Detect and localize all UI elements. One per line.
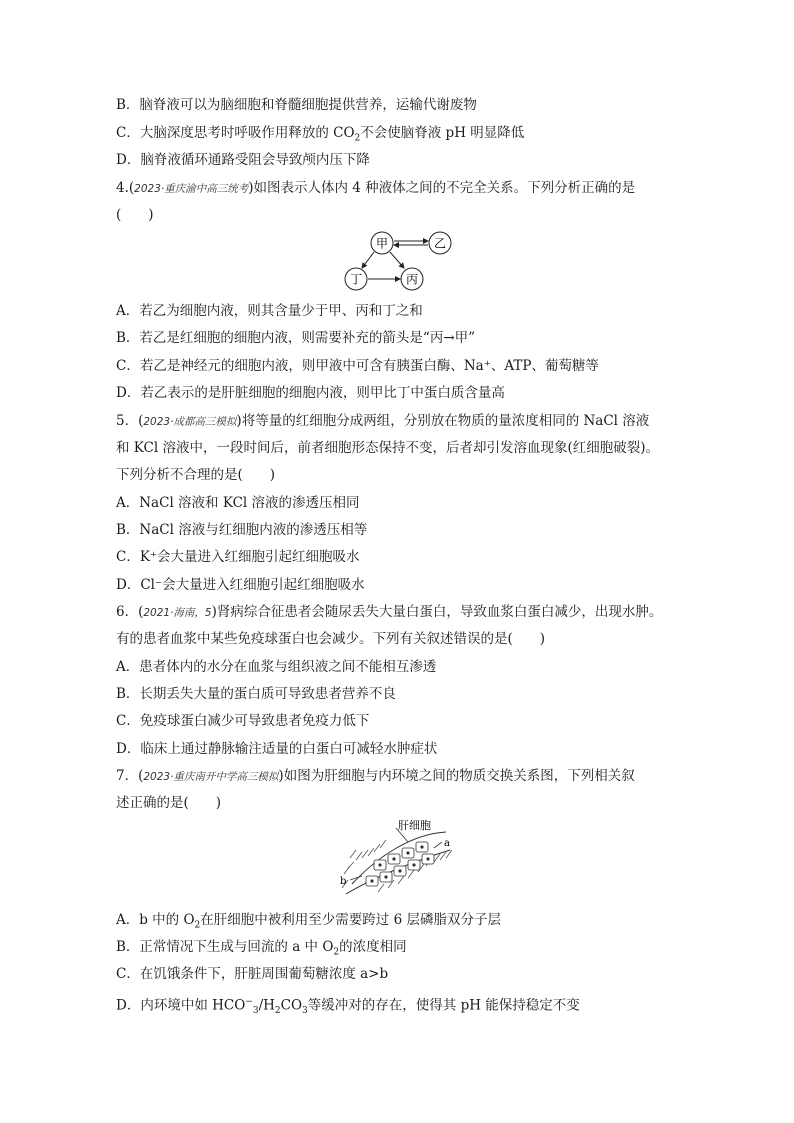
label-bing: 丙 [405,272,419,287]
q4-answer-paren: ( ) [116,207,154,223]
q4-option-b: B．若乙是红细胞的细胞内液，则需要补充的箭头是“丙→甲” [116,330,476,346]
q5-source: 2023·成都高三模拟 [143,416,237,428]
label-b: b [340,876,347,887]
q6-option-d: D．临床上通过静脉输注适量的白蛋白可减轻水肿症状 [116,741,438,757]
label-ding: 丁 [349,272,363,287]
q5-stem-line2: 和 KCl 溶液中，一段时间后，前者细胞形态保持不变，后者却引发溶血现象(红细胞破裂)。 [116,440,659,456]
q6-option-a: A．患者体内的水分在血浆与组织液之间不能相互渗透 [116,659,437,675]
q5-stem-line1: 5．(2023·成都高三模拟)将等量的红细胞分成两组，分别放在物质的量浓度相同的 NaCl 溶液 [116,413,650,429]
q4-option-d: D．若乙表示的是肝脏细胞的细胞内液，则甲比丁中蛋白质含量高 [116,385,505,401]
q7-source: 2023·重庆南开中学高三模拟 [143,771,279,783]
label-a: a [444,838,450,849]
q3-option-d: D．脑脊液循环通路受阻会导致颅内压下降 [116,152,370,168]
q7-option-d: D．内环境中如 $HCO^-_3/H_2CO_3$等缓冲对的存在，使得其 pH 能保持稳定不变 [116,997,580,1017]
q4-option-a: A．若乙为细胞内液，则其含量少于甲、丙和丁之和 [116,303,423,319]
q5-stem-line3: 下列分析不合理的是( ) [116,467,276,483]
q7-option-c: C．在饥饿条件下，肝脏周围葡萄糖浓度 a>b [116,966,389,982]
label-liver-cell: 肝细胞 [398,819,431,832]
q7-option-b: B．正常情况下生成与回流的 a 中 $O_2$的浓度相同 [116,939,407,958]
q5-option-a: A．NaCl 溶液和 KCl 溶液的渗透压相同 [116,495,360,511]
arrow-jia-to-ding [362,252,374,268]
q5-option-c: C．K⁺会大量进入红细胞引起红细胞吸水 [116,549,360,565]
q7-stem-line2: 述正确的是( ) [116,795,222,811]
q7-stem-line1: 7．(2023·重庆南开中学高三模拟)如图为肝细胞与内环境之间的物质交换关系图，下列相关叙 [116,768,635,784]
q7-liver-cell-diagram [338,818,460,898]
label-jia: 甲 [375,236,389,251]
q6-source: 2021·海南，5 [143,607,212,619]
q5-option-d: D．Cl⁻会大量进入红细胞引起红细胞吸水 [116,577,365,593]
q7-option-a: A．b 中的 $O_2$在肝细胞中被利用至少需要跨过 6 层磷脂双分子层 [116,912,501,931]
q4-option-c: C．若乙是神经元的细胞内液，则甲液中可含有胰蛋白酶、Na⁺、ATP、葡萄糖等 [116,358,599,374]
q6-stem-line1: 6．(2021·海南，5)肾病综合征患者会随尿丢失大量白蛋白，导致血浆白蛋白减少，出现水肿。 [116,604,663,620]
q4-source: 2023·重庆渝中高三统考 [134,183,249,195]
label-yi: 乙 [433,236,447,251]
q3-option-c: C．大脑深度思考时呼吸作用释放的 $CO_2$不会使脑脊液 pH 明显降低 [116,125,525,144]
q6-option-c: C．免疫球蛋白减少可导致患者免疫力低下 [116,713,370,729]
arrow-jia-to-bing [390,252,404,268]
label-leader-a [434,842,442,848]
q4-stem: 4.(2023·重庆渝中高三统考)如图表示人体内 4 种液体之间的不完全关系。下列分析正确的是 [116,180,636,196]
q5-option-b: B．NaCl 溶液与红细胞内液的渗透压相等 [116,522,368,538]
q4-fluid-relationship-diagram [342,230,457,294]
q6-stem-line2: 有的患者血浆中某些免疫球蛋白也会减少。下列有关叙述错误的是( ) [116,631,546,647]
q6-option-b: B．长期丢失大量的蛋白质可导致患者营养不良 [116,686,396,702]
q3-option-b: B．脑脊液可以为脑细胞和脊髓细胞提供营养，运输代谢废物 [116,97,477,113]
